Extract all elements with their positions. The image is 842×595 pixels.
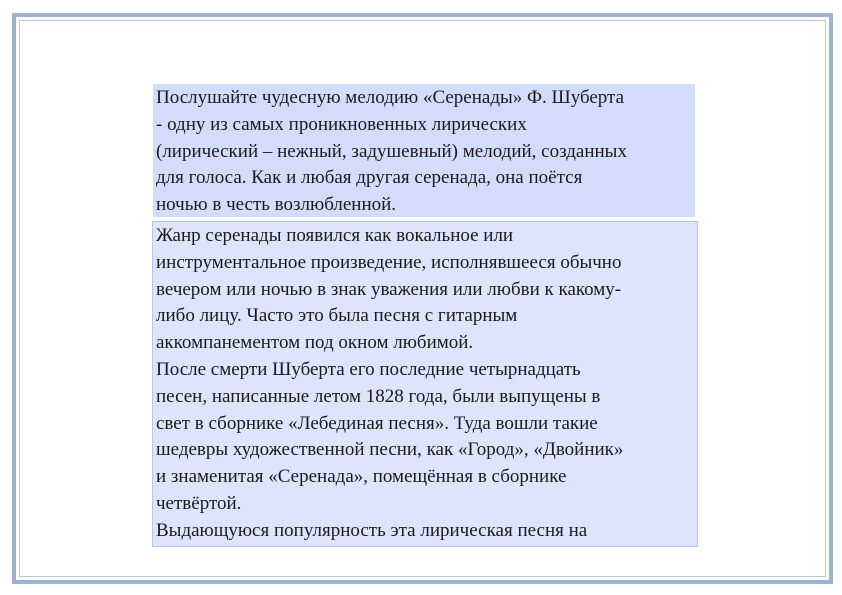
intro-line: для голоса. Как и любая другая серенада, она поётся — [156, 167, 583, 189]
body-line: Выдающуюся популярность эта лирическая песня на — [156, 519, 588, 541]
body-line: После смерти Шуберта его последние четырнадцать — [156, 358, 581, 380]
intro-text-box[interactable] — [153, 84, 695, 217]
body-line: шедевры художественной песни, как «Город», «Двойник» — [156, 439, 624, 461]
body-text-box[interactable] — [152, 221, 698, 547]
body-line: аккомпанементом под окном любимой. — [156, 332, 474, 354]
body-line: и знаменитая «Серенада», помещённая в сборнике — [156, 466, 567, 488]
intro-line: ночью в честь возлюбленной. — [156, 194, 397, 216]
body-line: инструментальное произведение, исполнявшееся обычно — [156, 251, 622, 273]
body-line: свет в сборнике «Лебединая песня». Туда вошли такие — [156, 412, 598, 434]
intro-line: (лирический – нежный, задушевный) мелодий, созданных — [156, 140, 627, 162]
body-line: песен, написанные летом 1828 года, были выпущены в — [156, 385, 601, 407]
intro-line: Послушайте чудесную мелодию «Серенады» Ф. Шуберта — [156, 87, 625, 108]
intro-line: - одну из самых проникновенных лирических — [156, 113, 527, 135]
body-line: Жанр серенады появился как вокальное или — [156, 225, 514, 246]
body-line: вечером или ночью в знак уважения или любви к какому- — [156, 278, 622, 300]
body-line: четвёртой. — [156, 492, 242, 514]
body-line: либо лицу. Часто это была песня с гитарным — [156, 305, 518, 327]
